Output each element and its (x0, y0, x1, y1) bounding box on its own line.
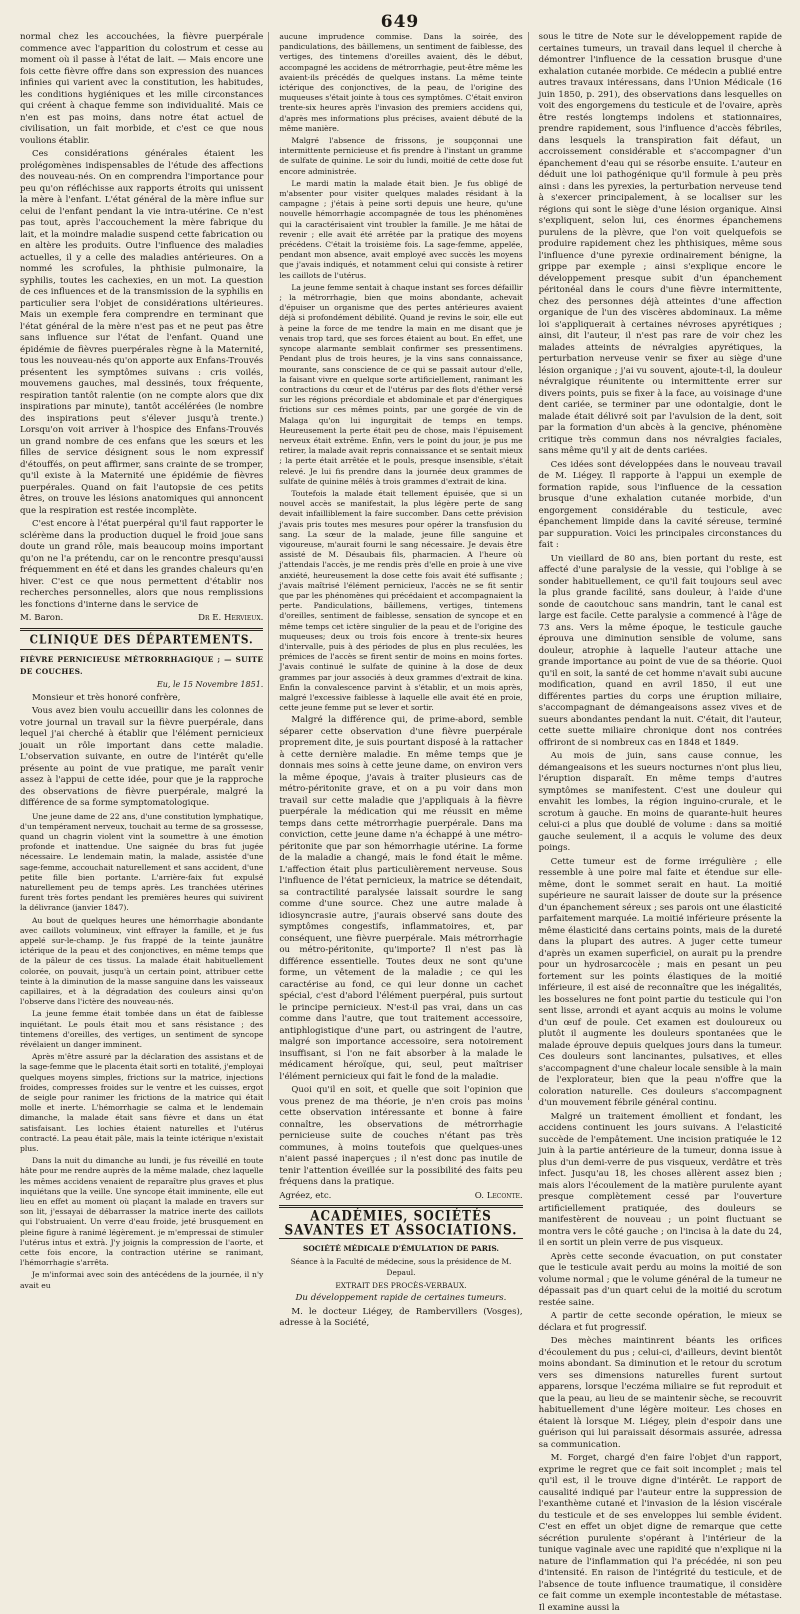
article-subtitle: Du développement rapide de certaines tumeurs. (295, 1293, 507, 1304)
signature-left: M. Baron. (20, 613, 64, 623)
page-number: 649 (380, 12, 420, 32)
paragraph: Vous avez bien voulu accueillir dans les colonnes de votre journal un travail sur la fièvre puerpérale, dans lequel j'ai cherché à établir que l'élément pernicieux jouait un rôle important dans cette maladie. L'observation suivante, en outre de l'intérêt qu'elle présente au point de vue pratique, me paraît venir assez à l'appui de cette idée, pour que je la rapproche des observations de fièvre puerpérale, malgré la différence de sa forme symptomatologique. (20, 706, 264, 808)
author-signature: O. Leconte. (474, 1190, 523, 1201)
paragraph: Malgré un traitement émollient et fondant, les accidens continuent les jours suivans. A l'elasticité succède de l'empâtement. Une incision pratiquée le 12 juin à la partie antérieure de la tumeur, donna issue à plus d'un demi-verre de pus visqueux, verdâtre et très infect. Jusqu'au 18, les choses allèrent assez bien ; mais alors l'écoulement de la matière purulente ayant presque complètement cessé par l'ouverture artificiellement pratiquée, des douleurs se manifestèrent de nouveau ; un point fluctuant se montra vers le côté gauche ; on l'incisa à la date du 24, il en sortit un plein verre de pus visqueux. (538, 1111, 782, 1248)
section-title: CLINIQUE DES DÉPARTEMENTS. (29, 632, 254, 647)
paragraph: Malgré l'absence de frissons, je soupçonnai une intermittente pernicieuse et fis prendre à l'instant un gramme de sulfate de quinine. Le soir du lundi, moitié de cette dose fut encore administrée. (279, 136, 523, 176)
paragraph: Un vieillard de 80 ans, bien portant du reste, est affecté d'une paralysie de la vessie, qui l'oblige à se sonder habituellement, ce qu'il fait toujours seul avec la plus grande facilité, sans douleur, à l'aide d'une sonde de caoutchouc sans mandrin, tant le canal est large est facile. Cette paralysie a commencé à l'âge de 73 ans. Vers la même époque, le testicule gauche éprouva une diminution sensible de volume, sans douleur, atrophie à laquelle l'auteur attache une grande importance au point de vue de sa théorie. Quoi qu'il en soit, la santé de cet homme n'avait subi aucune modification, quand en avril 1850, il eut une différentes parties du corps une éruption miliaire, s'accompagnant de démangeaisons assez vives et de sueurs abondantes pendant la nuit. C'était, dit l'auteur, cette suette miliaire chronique dont nos contrées offriront de si nombreux cas en 1848 et 1849. (538, 553, 782, 748)
paragraph: Malgré la différence qui, de prime-abord, semble séparer cette observation d'une fièvre puerpérale proprement dite, je suis pourtant disposé à la rattacher à cette dernière maladie. En même temps que je donnais mes soins à cette jeune dame, on environ vers la même époque, j'avais à traiter plusieurs cas de métro-péritonite grave, et on a pu voir dans mon travail sur cette maladie que j'appliquais à la fièvre puerpérale la médication qui me réussit en même temps dans cette métrorrhagie puerpérale. Dans ma conviction, cette jeune dame n'a échappé à une métro-péritonite que par son hémorrhagie utérine. La forme de la maladie a changé, mais le fond était le même. L'affection était plus particulièrement nerveuse. Sous l'influence de l'état pernicieux, la matrice se détendait, sa contractilité paralysée laissait sourdre le sang comme d'une source. Chez une autre malade à idiosyncrasie autre, j'aurais observé sans doute des symptômes congestifs, inflammatoires, et, par conséquent, une fièvre puerpérale. Mais métrorrhagie ou métro-péritonite, qu'importe? Il n'est pas là différence essentielle. Toutes deux ne sont qu'une forme, un vêtement de la maladie ; ce qui les caractérise au fond, ce qui leur donne un cachet spécial, c'est d'abord l'élément puerpéral, puis surtout le principe pernicieux. N'est-il pas vrai, dans un cas comme dans l'autre, que tout traitement accessoire, antiphlogistique d'une part, ou astringent de l'autre, malgré son importance accessoire, sera notoirement insuffisant, si l'on ne fait absorber à la malade le médicament héroïque, qui, seul, peut maîtriser l'élément pernicieux qui fait le fond de la maladie. (279, 715, 523, 1082)
column-2 (279, 32, 528, 1329)
paragraph: Des mèches maintinrent béants les orifices d'écoulement du pus ; celui-ci, d'ailleurs, devint bientôt moins abondant. Sa diminution et le retour du scrotum vers ses dimensions naturelles furent surtout apparens, lorsque l'eczéma miliaire se fut reproduit et que la peau, au lieu de se maintenir sèche, se recouvrit habituellement d'une légère moiteur. Les choses en étaient là lorsque M. Liégey, plein d'espoir dans une guérison qui lui paraissait désormais assurée, adressa sa communication. (538, 1336, 782, 1450)
section-title: ACADÉMIES, SOCIÉTÉS SAVANTES ET ASSOCIATIONS. (284, 1208, 518, 1238)
signature-row (279, 1191, 522, 1203)
seance-line: Séance à la Faculté de médecine, sous la présidence de M. Depaul. (290, 1256, 512, 1278)
observation-block (20, 812, 263, 1291)
paragraph: Au bout de quelques heures une hémorrhagie abondante avec caillots volumineux, vint effrayer la famille, et je fus appelé sur-le-champ. Je fus frappé de la teinte jaunâtre ictérique de la peau et des conjonctives, en même temps que de la pâleur de ces tissus. La malade était habituellement colorée, on pouvait, jusqu'à un certain point, attribuer cette teinte à la diminution de la masse sanguine dans les vaisseaux capillaires, et à la dégradation des couleurs ainsi qu'on l'observe dans l'ictère des nouveau-nés. (20, 915, 264, 1007)
paragraph: aucune imprudence commise. Dans la soirée, des pandiculations, des bâillemens, un sentiment de faiblesse, des vertiges, des tintemens d'oreilles avaient, dès le début, accompagné les accidens de métrorrhagie, peut-être même les avaient-ils précédés de quelques instans. La même teinte ictérique des conjonctives, de la peau, de l'origine des muqueuses s'était jointe à tous ces symptômes. C'était environ trente-six heures après l'invasion des premiers accidens qui, d'après mes informations plus précises, avaient débuté de la même manière. (279, 32, 523, 133)
paragraph: M. le docteur Liégey, de Rambervillers (Vosges), adresse à la Société, (279, 1306, 523, 1329)
newspaper-columns (20, 32, 782, 1613)
paragraph: Au mois de juin, sans cause connue, les démangeaisons et les sueurs nocturnes n'ont plus lieu, l'éruption disparaît. En même temps d'autres symptômes se manifestent. C'est une douleur qui envahit les lombes, la région inguino-crurale, et le scrotum à gauche. En moins de quarante-huit heures celui-ci a plus que doublé de volume : dans sa moitié gauche seulement, il a acquis le volume des deux poings. (538, 751, 782, 853)
column-3 (538, 32, 782, 1613)
salutation: Monsieur et très honoré confrère, (32, 692, 181, 703)
divider (20, 628, 263, 629)
paragraph: Quoi qu'il en soit, et quelle que soit l'opinion que vous prenez de ma théorie, je n'en crois pas moins cette observation intéressante et bonne à faire connaître, les observations de métrorrhagie pernicieuse suite de couches n'étant pas très communes, à moins toutefois que quelques-unes n'aient passé inaperçues ; il n'est donc pas inutile de tenir l'attention éveillée sur la possibilité des faits peu fréquens dans la pratique. (279, 1085, 523, 1188)
extract-heading: EXTRAIT DES PROCÈS-VERBAUX. (335, 1280, 467, 1290)
paragraph: C'est encore à l'état puerpéral qu'il faut rapporter le sclérème dans la production duquel le froid joue sans doute un grand rôle, mais beaucoup moins important qu'on ne l'a prétendu, car on le rencontre presqu'aussi fréquemment en été et dans les grandes chaleurs qu'en hiver. C'est ce que nous permettent d'établir nos recherches personnelles, alors que nous remplissions les fonctions d'interne dans le service de (20, 519, 264, 610)
paragraph: Dans la nuit du dimanche au lundi, je fus réveillé en toute hâte pour me rendre auprès de la même malade, chez laquelle les mêmes accidens venaient de reparaître plus graves et plus inquiétans que la veille. Une syncope était imminente, elle eut lieu en effet au moment où plaçant la malade en travers sur son lit, j'essayai de débarrasser la matrice inerte des caillots qui l'obstruaient. Un verre d'eau froide, jeté brusquement en pleine figure à ranimé légèrement. je m'empressai de stimuler l'utérus intus et extrà. J'y joignis la compression de l'aorte, et cette fois encore, la contraction utérine se ranimant, l'hémorrhagie s'arrêta. (20, 1156, 264, 1268)
column-1 (20, 32, 269, 1290)
author-signature: Dr E. Hervieux. (198, 613, 264, 623)
dateline: Eu, le 15 Novembre 1851. (156, 680, 264, 689)
divider (279, 1238, 522, 1239)
paragraph: Cette tumeur est de forme irrégulière ; elle ressemble à une poire mal faite et étendue sur elle-même, dont le sommet serait en haut. La moitié supérieure ne saurait laisser de doute sur la présence d'un épanchement séreux ; ses parois ont une élasticité parfaitement marquée. La moitié inférieure présente la même élasticité dans certains points, mais de la dureté dans la plupart des autres. A juger cette tumeur d'après un examen superficiel, on aurait pu la prendre pour un hydrosarcocèle ; mais en pesant un peu fortement sur les points élastiques de la moitié inférieure, il est aisé de reconnaître que les inégalités, les bosselures ne font point partie du testicule qui l'on sent lisse, arrondi et ayant acquis au moins le volume d'un œuf de poule. Cet examen est douloureux ou plutôt il augmente les douleurs spontanées que le malade éprouve depuis quelques jours dans la tumeur. Ces douleurs sont lancinantes, pulsatives, et elles s'accompagnent d'une chaleur locale sensible à la main de l'explorateur, bien que la peau n'offre que la coloration naturelle. Ces douleurs s'accompagnent d'un mouvement fébrile général continu. (538, 856, 782, 1108)
paragraph: Après cette seconde évacuation, on put constater que le testicule avait perdu au moins la moitié de son volume normal ; que le volume général de la tumeur ne dépassait pas d'un quart celui de la moitié du scrotum restée saine. (538, 1251, 782, 1308)
paragraph: Ces considérations générales étaient les prolégomènes indispensables de l'étude des affections des nouveau-nés. On en comprendra l'importance pour peu qu'on réfléchisse aux rapports étroits qui unissent la mère à l'enfant. L'état général de la mère influe sur celui de l'enfant pendant la vie intra-utérine. Ce n'est pas tout, après l'accouchement la mère fabrique du lait, et la moindre maladie suspend cette fabrication ou en altère les produits. Outre l'influence des maladies actuelles, il y a celle des maladies antérieures. On a nommé les scrofules, la phthisie pulmonaire, la syphilis, toutes les cachexies, en un mot. La question de ces influences et de la transmission de la syphilis en particulier sera l'objet de considérations ultérieures. Mais un exemple fera comprendre en terminant que l'état général de la mère n'est pas et ne peut pas être sans influence sur l'état de l'enfant. Quand une épidémie de fièvres puerpérales règne à la Maternité, tous les nouveau-nés qu'on apporte aux Enfans-Trouvés présentent les symptômes suivans : cris voilés, mouvemens gauches, mal dessinés, toux fréquente, respiration tantôt ralentie (on ne compte alors que dix inspirations par minute), tantôt accélérées (le nombre des inspirations peut s'élever jusqu'à trente.) Lorsqu'on voit arriver à l'hospice des Enfans-Trouvés un grand nombre de ces enfans que les sœurs et les filles de service désignent sous le nom expressif d'étouffés, on peut affirmer, sans crainte de se tromper, qu'il existe à la Maternité une épidémie de fièvres puerpérales. Quand on fait l'autopsie de ces petits êtres, on trouve les lésions anatomiques qui annoncent que la respiration est restée incomplète. (20, 149, 264, 516)
closing: Agréez, etc. (279, 1190, 332, 1201)
paragraph: A partir de cette seconde opération, le mieux se déclara et fut progressif. (538, 1311, 782, 1333)
signature-row (20, 613, 263, 625)
paragraph: La jeune femme était tombée dans un état de faiblesse inquiétant. Le pouls était mou et sans résistance ; des tintemens d'oreilles, des vertiges, un sentiment de syncope révélaient un danger imminent. (20, 1009, 264, 1049)
paragraph: Ces idées sont développées dans le nouveau travail de M. Liégey. Il rapporte à l'appui un exemple de formation rapide, sous l'influence de la cessation brusque d'une exhalation cutanée morbide, d'un engorgement considérable du testicule, avec épanchement limpide dans la cavité séreuse, terminé par suppuration. Voici les principales circonstances du fait : (538, 459, 782, 550)
paragraph: sous le titre de Note sur le développement rapide de certaines tumeurs, un travail dans lequel il cherche à démontrer l'influence de la cessation brusque d'une exhalation cutanée morbide. Ce médecin a publié entre autres travaux intéressans, dans l'Union Médicale (16 juin 1850, p. 291), des observations dans lesquelles on voit des engorgemens du testicule et de l'ovaire, après être restés longtemps indolens et stationnaires, prendre rapidement, sous l'influence d'accès fébriles, dans lesquels la transpiration fait défaut, un accroissement considérable et s'accompagner d'un épanchement d'eau qui se résorbe ensuite. L'auteur en déduit une loi pathogénique qu'il formule à peu près ainsi : dans les pyrexies, la perturbation nerveuse tend à s'exercer principalement, à se localiser sur les régions qui sont le siège d'une lésion organique. Ainsi s'expliquent, selon lui, ces énormes épanchemens purulens de la plèvre, que l'on voit quelquefois se produire rapidement chez les phthisiques, même sous l'influence d'une pyrexie ordinairement bénigne, la grippe par exemple ; ainsi s'explique encore le développement presque subit d'un épanchement péritonéal dans le cours d'une fièvre intermittente, chez des personnes déjà atteintes d'une affection organique de l'un des viscères abdominaux. La même loi s'appliquerait à certaines névroses apyrétiques ; ainsi, dit l'auteur, il n'est pas rare de voir chez les malades atteints de névralgies apyrétiques, la perturbation nerveuse venir se fixer au siège d'une lésion organique ; j'ai vu souvent, ajoute-t-il, la douleur névralgique réunitente ou intermittente errer sur divers points, puis se fixer à la face, au voisinage d'une dent cariée, se terminer par une odontalgie, dont le malade était délivré soit par l'avulsion de la dent, soit par la formation d'un abcès à la gencive, phénomène critique très commun dans nos névralgies faciales, sans même qu'il y ait de dents cariées. (538, 32, 782, 456)
paragraph: Après m'être assuré par la déclaration des assistans et de la sage-femme que le placenta était sorti en totalité, j'employai quelques moyens simples, frictions sur la matrice, injections froides, compresses froides sur le ventre et les cuisses, ergot de seigle pour ranimer les frictions de la matrice qui était molle et inerte. L'hémorrhagie se calma et le lendemain dimanche, la malade était sans fièvre et dans un état satisfaisant. Les lochies étaient naturelles et l'utérus contracté. La peau était pâle, mais la teinte ictérique n'existait plus. (20, 1052, 264, 1153)
divider (279, 1205, 522, 1206)
paragraph: M. Forget, chargé d'en faire l'objet d'un rapport, exprime le regret que ce fait soit incomplet ; mais tel qu'il est, il le trouve digne d'intérêt. Le rapport de causalité indiqué par l'auteur entre la suppression de l'exanthème cutané et l'invasion de la lésion viscérale du testicule et de ses enveloppes lui semble évident. C'est en effet un objet digne de remarque que cette sécrétion purulente s'opérant à l'intérieur de la tunique vaginale avec une rapidité que n'explique ni la nature de l'inflammation qui l'a précédée, ni son peu d'intensité. En raison de l'intégrité du testicule, et de l'absence de toute influence traumatique, il considère ce fait comme un exemple incontestable de métastase. Il examine aussi la (538, 1453, 782, 1613)
paragraph: Le mardi matin la malade était bien. Je fus obligé de m'absenter pour visiter quelques malades résidant à la campagne ; j'étais à peine sorti depuis une heure, qu'une nouvelle hémorrhagie accompagnée de tous les phénomènes qui la caractérisaient vint troubler la famille. Je me hâtai de revenir ; elle avait été arrêtée par la pratique des moyens précédens. C'était la troisième fois. La sage-femme, appelée, pendant mon absence, avait employé avec succès les moyens que j'avais indiqués, et notamment celui qui consiste à retirer les caillots de l'utérus. (279, 178, 523, 280)
paragraph: La jeune femme sentait à chaque instant ses forces défaillir ; la métrorrhagie, bien que moins abondante, achevait d'épuiser un organisme que des pertes antérieures avaient déjà si profondément débilité. Quand je revins le soir, elle eut à peine la force de me tendre la main en me disant que je venais trop tard, que ses forces étaient au bout. En effet, une syncope alarmante semblait confirmer ses pressentimens. Pendant plus de trois heures, je la vins sans connaissance, mourante, sans conscience de ce qui se passait autour d'elle, la faisant vivre en quelque sorte artificiellement, ranimant les contractions du cœur et de l'utérus par des flots d'éther versé sur les régions précordiale et abdominale et par d'énergiques frictions sur ces mêmes points, par une gorgée de vin de Malaga qu'on lui ingurgitait de temps en temps. Heureusement la perte était peu de chose, mais l'épuisement nerveux était extrême. Enfin, vers le point du jour, je pus me retirer, la malade avait repris connaissance et se sentait mieux ; la perte était arrêtée et le pouls, presque insensible, s'était relevé. Je lui fis prendre dans la journée deux grammes de sulfate de quinine mêlés à trois grammes d'extrait de kina. (279, 282, 523, 486)
society-name: SOCIÉTÉ MÉDICALE D'ÉMULATION DE PARIS. (303, 1244, 499, 1254)
observation-block (279, 32, 522, 713)
divider (20, 649, 263, 650)
divider (20, 630, 263, 631)
paragraph: normal chez les accouchées, la fièvre puerpérale commence avec l'apparition du colostrum et cesse au moment où il passe à l'état de lait. — Mais encore une fois cette fièvre offre dans son expression des nuances infinies qui varient avec la constitution, les habitudes, les conditions hygiéniques et les mille circonstances qui créent à chaque femme son individualité. Mais ce n'en est pas moins, dans notre état actuel de civilisation, un fait morbide, et c'est ce que nous voulions établir. (20, 32, 264, 146)
paragraph: Je m'informai avec soin des antécédens de la journée, il n'y avait eu (20, 1270, 264, 1290)
article-heading: FIÈVRE PERNICIEUSE MÉTRORRHAGIQUE ; — SUITE DE COUCHES. (20, 655, 264, 676)
paragraph: Une jeune dame de 22 ans, d'une constitution lymphatique, d'un tempérament nerveux, touchait au terme de sa grossesse, quand un chagrin violent vint la soumettre à une émotion profonde et inattendue. Une saignée du bras fut jugée nécessaire. Le lendemain matin, la malade, assistée d'une sage-femme, accouchait naturellement et sans accident, d'une petite fille bien portante. L'arrière-faix fut expulsé naturellement peu de temps après. Les tranchées utérines furent très fortes pendant les premières heures qui suivirent la délivrance (janvier 1847). (20, 811, 264, 913)
paragraph: Toutefois la malade était tellement épuisée, que si un nouvel accès se manifestait, la plus légère perte de sang devait infailliblement la faire succomber. Dans cette prévision j'avais pris toutes mes mesures pour opérer la transfusion du sang. La sœur de la malade, jeune fille sanguine et vigoureuse, m'aurait fourni le sang nécessaire. Je devais être assisté de M. Désaubais fils, pharmacien. A l'heure où j'attendais l'accès, je me rendis près d'elle en proie à une vive anxiété, heureusement la dose cette fois avait été suffisante ; j'avais maîtrisé l'élément pernicieux, l'accès ne se fit sentir que par les phénomènes qui précédaient et accompagnaient la perte. Pandiculations, bâillemens, vertiges, tintemens d'oreilles, sentiment de faiblesse, sensation de syncope et en même temps cet ictère singulier de la peau et de l'origine des muqueuses; deux ou trois fois encore à trente-six heures d'intervalle, puis à des périodes de plus en plus reculées, les prémices de l'accès se firent sentir de moins en moins fortes. J'avais continué le sulfate de quinine à la dose de deux grammes par jour associés à deux grammes d'extrait de kina. Enfin la convalescence parvint à s'établir, et un mois après, malgré l'excessive faiblesse à laquelle elle avait été en proie, cette jeune femme put se lever et sortir. (279, 488, 523, 713)
